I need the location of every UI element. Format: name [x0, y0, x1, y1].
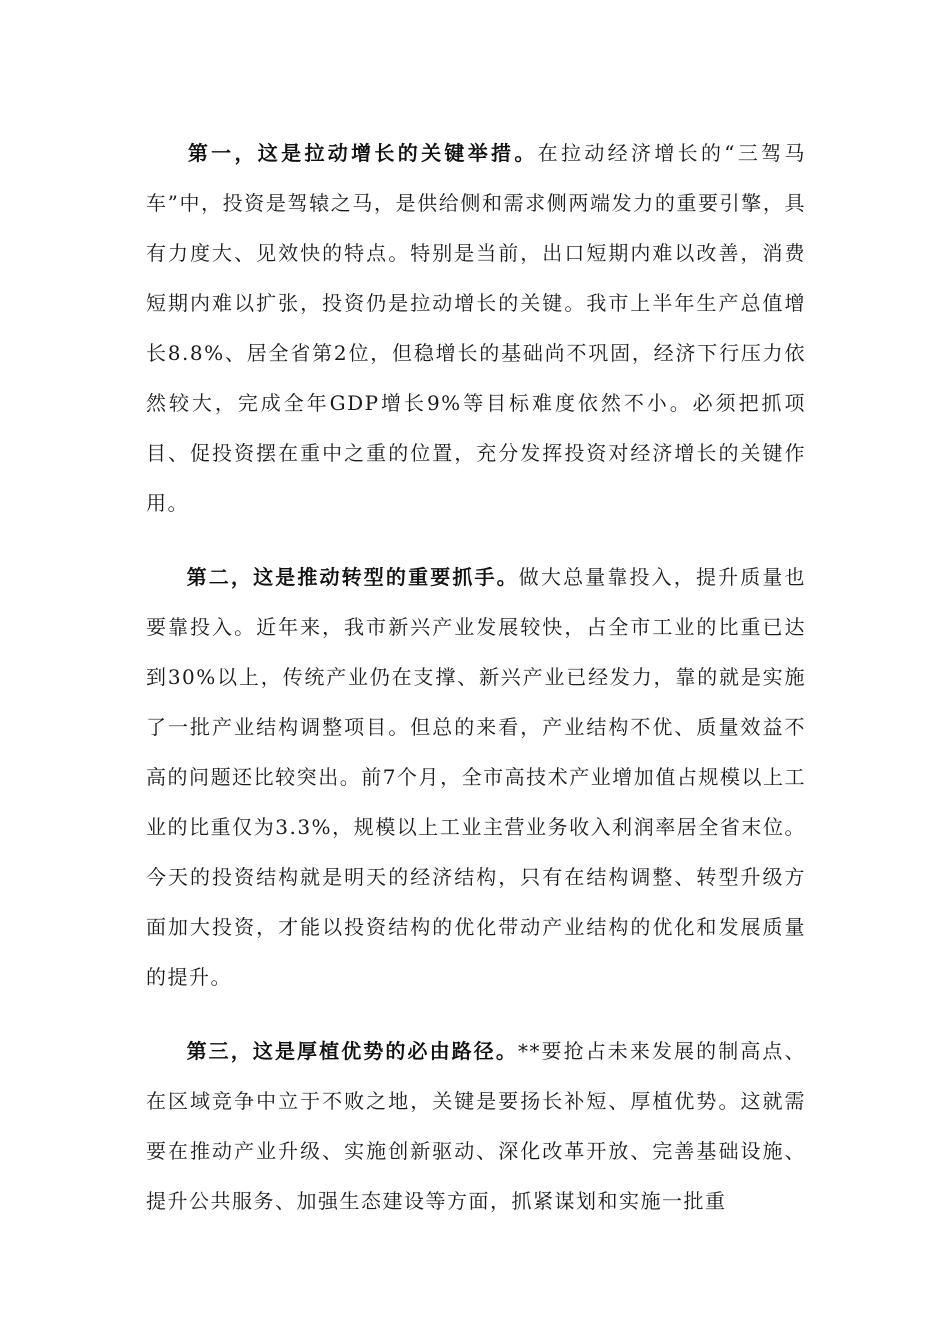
paragraph-1 [146, 128, 806, 528]
paragraph-2 [146, 552, 806, 1002]
paragraph-3-text: **要抢占未来发展的制高点、在区域竞争中立于不败之地，关键是要扬长补短、厚植优势。这就需要在推动产业升级、实施创新驱动、深化改革开放、完善基础设施、提升公共服务、加强生态建设等方面，抓紧谋划和实施一批重 [146, 1039, 807, 1213]
document-body [146, 128, 806, 1250]
paragraph-1-text: 在拉动经济增长的“三驾马车”中，投资是驾辕之马，是供给侧和需求侧两端发力的重要引擎，具有力度大、见效快的特点。特别是当前，出口短期内难以改善，消费短期内难以扩张，投资仍是拉动增长的关键。我市上半年生产总值增长8.8%、居全省第2位，但稳增长的基础尚不巩固，经济下行压力依然较大，完成全年GDP增长9%等目标难度依然不小。必须把抓项目、促投资摆在重中之重的位置，充分发挥投资对经济增长的关键作用。 [146, 141, 806, 515]
paragraph-3-lead: 第三，这是厚植优势的必由路径。 [186, 1039, 518, 1063]
paragraph-1-lead: 第一，这是拉动增长的关键举措。 [186, 141, 538, 165]
paragraph-2-text: 做大总量靠投入，提升质量也要靠投入。近年来，我市新兴产业发展较快，占全市工业的比重已达到30%以上，传统产业仍在支撑、新兴产业已经发力，靠的就是实施了一批产业结构调整项目。但总的来看，产业结构不优、质量效益不高的问题还比较突出。前7个月，全市高技术产业增加值占规模以上工业的比重仅为3.3%，规模以上工业主营业务收入利润率居全省末位。今天的投资结构就是明天的经济结构，只有在结构调整、转型升级方面加大投资，才能以投资结构的优化带动产业结构的优化和发展质量的提升。 [146, 565, 807, 989]
paragraph-2-lead: 第二，这是推动转型的重要抓手。 [186, 565, 519, 589]
paragraph-3 [146, 1026, 806, 1226]
